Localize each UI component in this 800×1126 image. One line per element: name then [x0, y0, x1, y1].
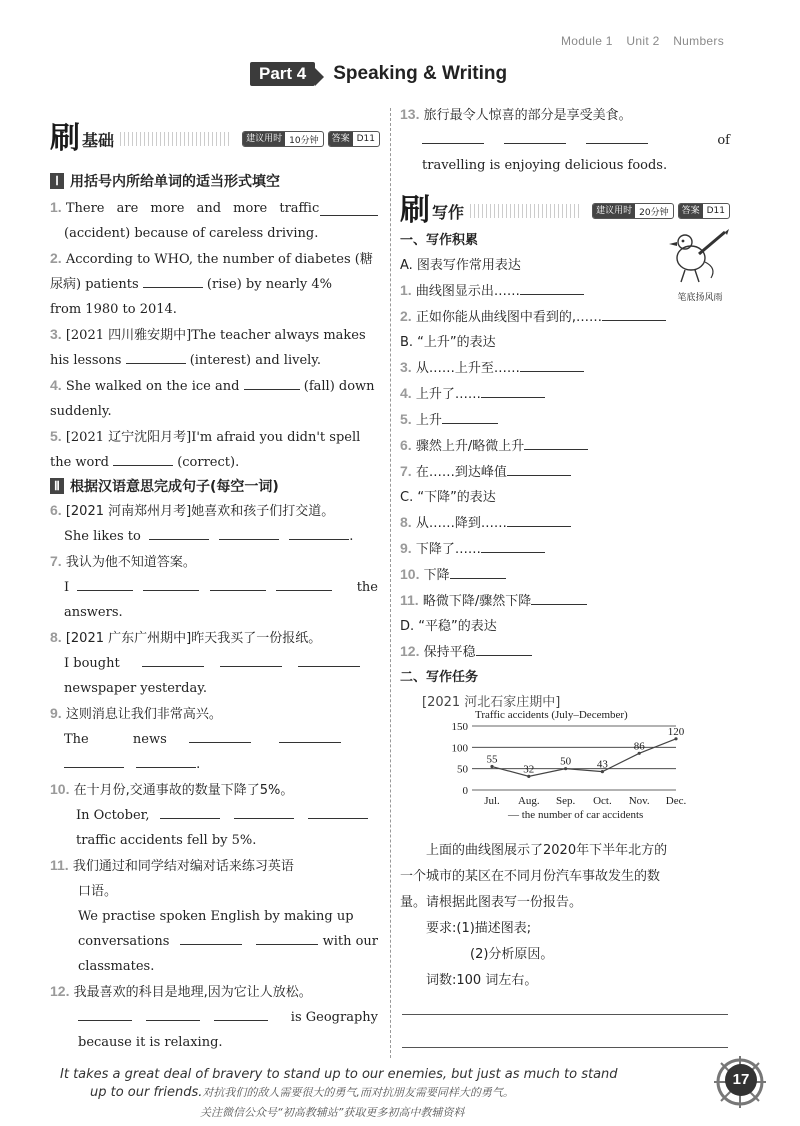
question-9 [50, 701, 378, 727]
answer-blank[interactable] [507, 461, 571, 476]
answer-badge-value: D11 [706, 206, 725, 216]
hatch-decoration [120, 132, 232, 146]
word-count: 词数:100 词左右。 [426, 973, 538, 988]
answer-blank[interactable] [520, 280, 584, 295]
question-7-cont2 [50, 600, 378, 625]
question-text: conversations [78, 934, 170, 949]
question-11 [50, 853, 378, 879]
question-11-cont [50, 879, 378, 904]
question-number: 3. [50, 326, 62, 342]
time-badge-label: 建议用时 [593, 204, 635, 218]
item-text: 下降了…… [415, 542, 481, 557]
question-9-cont2: . [50, 752, 378, 777]
section-2-title: 根据汉语意思完成句子(每空一词) [70, 479, 279, 495]
question-11-cont3 [50, 929, 378, 954]
answer-blank[interactable] [481, 538, 545, 553]
y-tick-label: 150 [451, 721, 468, 733]
question-text: the word [50, 455, 109, 470]
x-tick-label: Aug. [517, 795, 540, 807]
question-10-cont [50, 803, 378, 828]
part-title: Speaking & Writing [333, 63, 508, 84]
answer-blank[interactable] [289, 525, 349, 540]
answer-blank[interactable] [256, 930, 318, 945]
group-a-title: A. 图表写作常用表达 [400, 258, 521, 273]
item-number: 4. [400, 385, 412, 401]
part-tag: Part 4 [250, 62, 315, 86]
promo-text: 关注微信公众号“初高教辅站”获取更多初高中教辅资料 [200, 1106, 465, 1119]
writing-part-1-title: 一、写作积累 [400, 233, 479, 248]
question-number: 13. [400, 106, 420, 122]
writing-list [400, 228, 730, 715]
data-label: 55 [486, 753, 498, 766]
answer-blank[interactable] [77, 576, 133, 591]
question-number: 2. [50, 250, 62, 266]
writing-line[interactable] [402, 1047, 728, 1048]
question-6 [50, 498, 378, 524]
answer-blank[interactable] [450, 564, 506, 579]
group-b-title: B. “上升”的表达 [400, 335, 496, 350]
section-1-number: Ⅰ [50, 173, 64, 189]
answer-blank[interactable] [320, 201, 378, 216]
y-tick-label: 50 [457, 763, 468, 776]
basics-label: 基础 [82, 130, 115, 150]
question-number: 1. [50, 199, 62, 215]
question-number: 9. [50, 705, 62, 721]
writing-label: 写作 [432, 202, 465, 222]
question-7 [50, 549, 378, 575]
question-7-cont [50, 575, 378, 600]
question-text: I bought [64, 656, 120, 671]
question-number: 6. [50, 502, 62, 518]
question-number: 4. [50, 377, 62, 393]
question-11-cont2 [50, 904, 378, 929]
header-unit: Unit 2 [626, 34, 660, 48]
answer-blank[interactable] [308, 804, 368, 819]
x-tick-label: Sep. [555, 795, 576, 807]
question-2 [50, 246, 378, 272]
item-text: 从……降到…… [415, 516, 507, 531]
item-text: 骤然上升/略微上升 [415, 439, 525, 454]
question-number: 10. [50, 781, 70, 797]
item-text: 上升 [415, 413, 442, 428]
answer-blank[interactable] [298, 652, 360, 667]
question-text: of [717, 133, 730, 148]
answer-blank[interactable] [531, 590, 587, 605]
item-text: 保持平稳 [423, 645, 476, 660]
question-8-cont2 [50, 676, 378, 701]
question-text: 在十月份,交通事故的数量下降了5%。 [73, 783, 294, 798]
writing-item-6 [400, 433, 730, 459]
item-text: 在……到达峰值 [415, 465, 507, 480]
y-tick-label: 0 [462, 785, 468, 797]
question-text: with our [322, 934, 378, 949]
writing-title-bar [400, 190, 730, 228]
writing-item-3 [400, 355, 730, 381]
question-number: 5. [50, 428, 62, 444]
traffic-chart [410, 704, 700, 822]
writing-item-8 [400, 510, 730, 536]
question-number: 12. [50, 983, 70, 999]
question-text: 我认为他不知道答案。 [65, 555, 196, 570]
question-text: The [64, 732, 89, 747]
section-2-heading [50, 476, 279, 496]
answer-blank[interactable] [64, 753, 124, 768]
question-text: 这则消息让我们非常高兴。 [65, 707, 222, 722]
basics-title-bar [50, 118, 380, 156]
answer-blank[interactable] [78, 1006, 132, 1021]
x-tick-label: Nov. [628, 795, 650, 807]
question-text: suddenly. [50, 404, 112, 419]
task-line-3: 量。请根据此图表写一份报告。 [400, 895, 583, 910]
answer-blank[interactable] [276, 576, 332, 591]
quote-english-1: It takes a great deal of bravery to stand up to our enemies, but just as much to stand [60, 1067, 618, 1082]
column-divider [390, 108, 391, 1058]
writing-item-10 [400, 562, 730, 588]
writing-item-2 [400, 304, 730, 330]
question-text: 我们通过和同学结对编对话来练习英语 [72, 859, 294, 874]
time-badge-label: 建议用时 [243, 132, 285, 146]
time-badge-value: 10分钟 [289, 135, 319, 146]
question-1-cont [50, 221, 378, 246]
answer-blank[interactable] [507, 512, 571, 527]
item-number: 10. [400, 566, 420, 582]
question-10 [50, 777, 378, 803]
writing-line[interactable] [402, 1014, 728, 1015]
question-text: from 1980 to 2014. [50, 302, 177, 317]
item-number: 5. [400, 411, 412, 427]
question-13-block [400, 102, 730, 178]
question-12-cont [50, 1005, 378, 1030]
question-text: 我最喜欢的科目是地理,因为它让人放松。 [73, 985, 312, 1000]
answer-badge [328, 131, 380, 147]
item-number: 8. [400, 514, 412, 530]
answer-badge-label: 答案 [329, 132, 353, 146]
question-9-cont [50, 727, 378, 752]
question-number: 7. [50, 553, 62, 569]
y-tick-label: 100 [451, 742, 468, 755]
writing-item-12 [400, 639, 730, 665]
answer-blank[interactable] [189, 728, 251, 743]
section-1-heading [50, 171, 280, 191]
question-text: According to WHO, the number of diabetes (糖 [65, 252, 373, 267]
question-text: his lessons [50, 353, 122, 368]
question-12-cont2 [50, 1030, 378, 1055]
question-text: (correct). [177, 455, 240, 470]
x-tick-label: Jul. [484, 795, 500, 807]
writing-item-9 [400, 536, 730, 562]
question-text: 旅行最令人惊喜的部分是享受美食。 [423, 108, 632, 123]
section-1-title: 用括号内所给单词的适当形式填空 [70, 174, 280, 190]
item-number: 3. [400, 359, 412, 375]
question-5 [50, 424, 378, 450]
writing-item-7 [400, 459, 730, 485]
x-tick-label: Dec. [665, 795, 687, 807]
writing-item-11 [400, 588, 730, 614]
question-13-cont [400, 128, 730, 153]
data-label: 120 [667, 725, 685, 738]
question-6-cont: She likes to . [50, 524, 378, 549]
group-c-title: C. “下降”的表达 [400, 490, 496, 505]
requirement-1: 要求:(1)描述图表; [426, 921, 532, 936]
question-text: [2021 辽宁沈阳月考]I'm afraid you didn't spell [65, 430, 361, 445]
writing-big-char: 刷 [400, 193, 430, 228]
requirement-2: (2)分析原因。 [470, 947, 554, 962]
question-5-cont [50, 450, 378, 475]
part-heading [250, 60, 507, 88]
answer-blank[interactable] [244, 375, 300, 390]
question-number: 11. [50, 857, 69, 873]
question-12 [50, 979, 378, 1005]
answer-blank[interactable] [602, 306, 666, 321]
answer-blank[interactable] [143, 273, 203, 288]
answer-blank[interactable] [524, 435, 588, 450]
data-label: 86 [633, 740, 645, 753]
answer-blank[interactable] [234, 804, 294, 819]
quote-chinese: 对抗我们的敌人需要很大的勇气,而对抗朋友需要同样大的勇气。 [202, 1086, 514, 1099]
answer-blank[interactable] [210, 576, 266, 591]
time-badge-value: 20分钟 [639, 207, 669, 218]
basics-big-char: 刷 [50, 121, 80, 156]
answer-blank[interactable] [113, 451, 173, 466]
question-8-cont [50, 651, 378, 676]
answer-blank[interactable] [136, 753, 196, 768]
answer-badge [678, 203, 730, 219]
section-2-number: Ⅱ [50, 478, 64, 494]
item-text: 上升了…… [415, 387, 481, 402]
item-text: 略微下降/骤然下降 [422, 594, 532, 609]
question-text: the [356, 580, 378, 595]
question-13 [400, 102, 730, 128]
answer-badge-label: 答案 [679, 204, 703, 218]
question-4 [50, 373, 378, 399]
chart-legend: — the number of car accidents [508, 809, 644, 821]
item-number: 7. [400, 463, 412, 479]
header-module: Module 1 [561, 34, 613, 48]
answer-blank[interactable] [214, 1006, 268, 1021]
question-text: We practise spoken English by making up [78, 909, 354, 924]
section-1-questions [50, 195, 378, 475]
question-text: I [64, 580, 70, 595]
question-text: news [132, 732, 167, 747]
task-source: [2021 河北石家庄期中] [422, 695, 561, 710]
item-number: 1. [400, 282, 412, 298]
data-label: 43 [596, 758, 608, 771]
running-header [551, 34, 724, 48]
question-text: She walked on the ice and [65, 379, 240, 394]
answer-lines[interactable] [402, 1014, 728, 1048]
item-text: 正如你能从曲线图中看到的,…… [415, 310, 602, 325]
question-text: (fall) down [303, 379, 375, 394]
question-text: [2021 河南郑州月考]她喜欢和孩子们打交道。 [65, 504, 335, 519]
question-3-cont [50, 348, 378, 373]
basics-section [50, 118, 380, 156]
data-label: 32 [523, 763, 535, 776]
answer-blank[interactable] [279, 728, 341, 743]
group-d-title: D. “平稳”的表达 [400, 619, 497, 634]
item-text: 从……上升至…… [415, 361, 520, 376]
question-4-cont [50, 399, 378, 424]
task-description [400, 838, 730, 994]
question-text: (accident) because of careless driving. [64, 226, 319, 241]
header-topic: Numbers [673, 34, 724, 48]
question-8 [50, 625, 378, 651]
answer-blank[interactable] [146, 1006, 200, 1021]
data-label: 50 [560, 755, 572, 768]
item-number: 12. [400, 643, 420, 659]
answer-blank[interactable] [442, 409, 498, 424]
series-line [492, 739, 676, 777]
answer-blank[interactable] [422, 129, 484, 144]
question-text: traffic accidents fell by 5%. [76, 833, 257, 848]
writing-part-2-title: 二、写作任务 [400, 670, 479, 685]
hatch-decoration [470, 204, 582, 218]
answer-blank[interactable] [220, 652, 282, 667]
question-text: answers. [64, 605, 123, 620]
question-11-cont4 [50, 954, 378, 979]
item-number: 2. [400, 308, 412, 324]
question-text: (rise) by nearly 4% [206, 277, 333, 292]
x-tick-label: Oct. [593, 795, 612, 807]
question-text: classmates. [78, 959, 155, 974]
chart-title: Traffic accidents (July–December) [475, 709, 628, 721]
answer-blank[interactable] [476, 641, 532, 656]
writing-section [400, 190, 730, 228]
question-text: because it is relaxing. [78, 1035, 223, 1050]
section-2-questions [50, 498, 378, 1055]
question-2-cont [50, 272, 378, 297]
answer-blank[interactable] [180, 930, 242, 945]
answer-blank[interactable] [142, 652, 204, 667]
question-text: She likes to [64, 529, 141, 544]
writing-item-4 [400, 381, 730, 407]
question-3 [50, 322, 378, 348]
task-line-2: 一个城市的某区在不同月份汽车事故发生的数 [400, 869, 661, 884]
question-text: [2021 广东广州期中]昨天我买了一份报纸。 [65, 631, 322, 646]
writing-item-5 [400, 407, 730, 433]
quote-english-2: up to our friends. [90, 1085, 203, 1100]
question-text: 口语。 [78, 884, 118, 899]
answer-blank[interactable] [586, 129, 648, 144]
answer-blank[interactable] [504, 129, 566, 144]
question-1 [50, 195, 378, 221]
page-number: 17 [725, 1064, 757, 1096]
footer-quote [60, 1066, 700, 1122]
question-text: is Geography [290, 1010, 378, 1025]
question-10-cont2 [50, 828, 378, 853]
traffic-line-chart [410, 704, 700, 822]
answer-blank[interactable] [520, 357, 584, 372]
item-number: 9. [400, 540, 412, 556]
question-text: In October, [76, 808, 150, 823]
answer-blank[interactable] [160, 804, 220, 819]
item-text: 曲线图显示出…… [415, 284, 520, 299]
question-text: (interest) and lively. [189, 353, 322, 368]
question-text: [2021 四川雅安期中]The teacher always makes [65, 328, 366, 343]
answer-blank[interactable] [219, 525, 279, 540]
answer-blank[interactable] [481, 383, 545, 398]
time-badge [242, 131, 323, 147]
question-13-cont2 [400, 153, 730, 178]
task-line-1: 上面的曲线图展示了2020年下半年北方的 [426, 843, 668, 858]
answer-blank[interactable] [149, 525, 209, 540]
writing-item-1 [400, 278, 730, 304]
answer-blank[interactable] [143, 576, 199, 591]
question-number: 8. [50, 629, 62, 645]
question-text: 尿病) patients [50, 277, 139, 292]
item-text: 下降 [423, 568, 450, 583]
question-text: newspaper yesterday. [64, 681, 207, 696]
answer-badge-value: D11 [356, 134, 375, 144]
time-badge [592, 203, 673, 219]
question-text: travelling is enjoying delicious foods. [422, 158, 668, 173]
question-text: There are more and more traffic [65, 201, 320, 216]
item-number: 11. [400, 592, 419, 608]
mascot-caption: 笔底扬风雨 [677, 293, 723, 303]
question-2-cont2 [50, 297, 378, 322]
answer-blank[interactable] [126, 349, 186, 364]
item-number: 6. [400, 437, 412, 453]
